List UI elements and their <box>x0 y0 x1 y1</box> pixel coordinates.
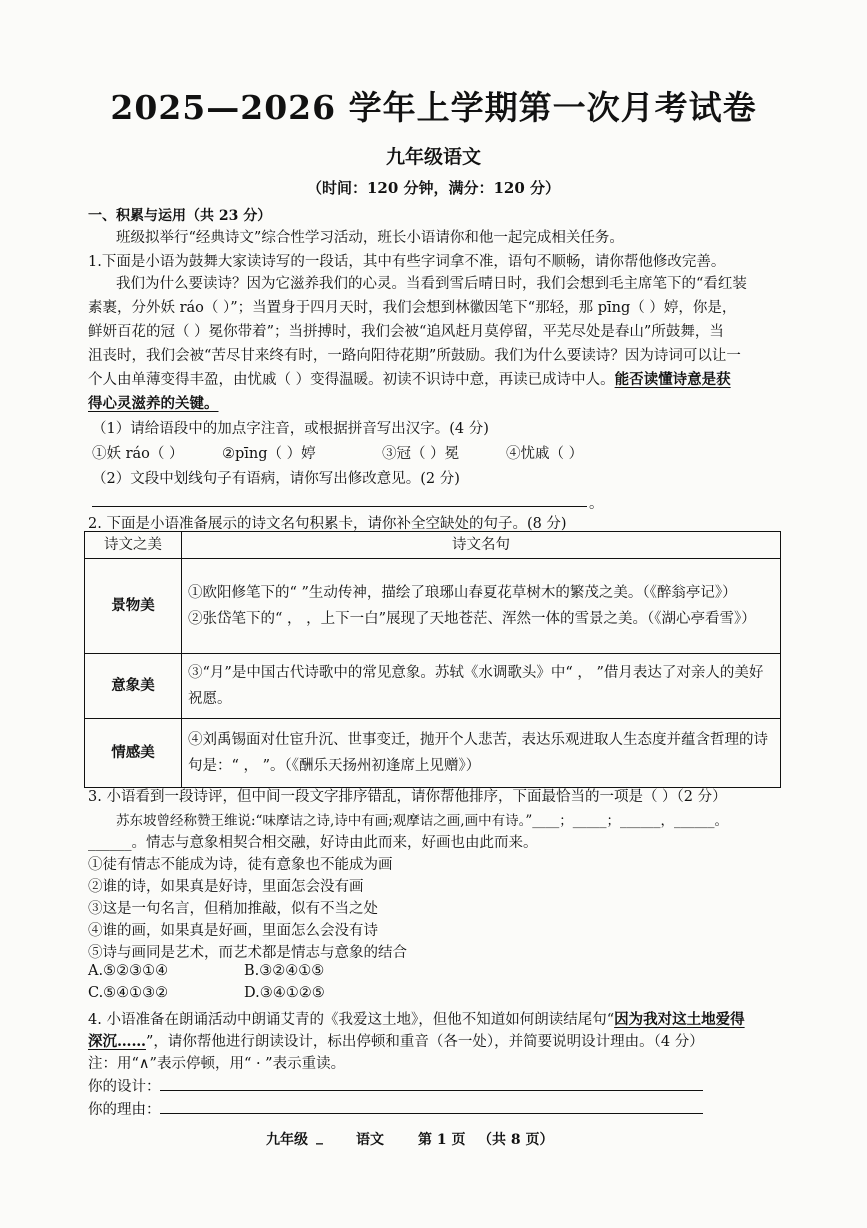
q3-option: ①徒有情志不能成为诗，徒有意象也不能成为画 <box>88 857 393 873</box>
q4-prompt: 4. 小语准备在朗诵活动中朗诵艾青的《我爱这土地》，但他不知道如何朗读结尾句“因为我对这土地爱得 <box>88 1011 745 1028</box>
q3-option: ④谁的画，如果真是好画，里面怎么会没有诗 <box>88 923 378 939</box>
q1-sub1-item: ①妖 ráo（ ） <box>92 446 184 462</box>
reason-label: 你的理由： <box>88 1102 161 1118</box>
q1-sub2: （2）文段中划线句子有语病，请你写出修改意见。(2 分) <box>92 471 460 487</box>
col-header: 诗文之美 <box>85 532 182 559</box>
underlined-sentence: 因为我对这土地爱得 <box>614 1011 745 1028</box>
reason-answer-line[interactable] <box>160 1113 703 1114</box>
footer-subject: 语文 <box>356 1132 384 1148</box>
q3-choice-d[interactable]: D.③④①②⑤ <box>244 985 325 1001</box>
time-info: （时间：120 分钟，满分：120 分） <box>306 179 561 197</box>
q1-sub1-item: ④忧戚（ ） <box>506 446 584 462</box>
footer-total: （共 8 页） <box>478 1132 554 1148</box>
q1-para-line: 沮丧时，我们会被“苦尽甘来终有时，一路向阳待花期”所鼓励。我们为什么要读诗？因为诗词可以让一 <box>88 348 741 364</box>
q1-sub1: （1）请给语段中的加点字注音，或根据拼音写出汉字。(4 分) <box>92 421 489 437</box>
design-label: 你的设计： <box>88 1079 161 1095</box>
poem-fill-item[interactable]: ①欧阳修笔下的“ ”生动传神，描绘了琅琊山春夏花草树木的繁茂之美。（《醉翁亭记》） <box>188 585 737 601</box>
q1-sub1-item: ③冠（ ）冕 <box>382 446 460 462</box>
q3-choice-a[interactable]: A.⑤②③①④ <box>88 963 169 979</box>
q4-note: 注：用“∧”表示停顿，用“ · ”表示重读。 <box>88 1056 346 1072</box>
q3-prompt: 3. 小语看到一段诗评，但中间一段文字排序错乱，请你帮他排序，下面最恰当的一项是（ ）（2 分） <box>88 789 727 805</box>
col-header: 诗文名句 <box>182 532 781 559</box>
q3-option: ②谁的诗，如果真是好诗，里面怎会没有画 <box>88 879 364 895</box>
underlined-sentence: 能否读懂诗意是获 <box>614 371 731 388</box>
q3-choice-b[interactable]: B.③②④①⑤ <box>244 963 325 979</box>
section-intro: 班级拟举行“经典诗文”综合性学习活动，班长小语请你和他一起完成相关任务。 <box>116 230 624 246</box>
q1-para-line: 我们为什么要读诗？因为它滋养我们的心灵。当看到雪后晴日时，我们会想到毛主席笔下的“看红装 <box>116 276 747 292</box>
q3-quote: 苏东坡曾经称赞王维说:“味摩诘之诗,诗中有画;观摩诘之画,画中有诗。”____；_____；______，______。 <box>116 813 728 829</box>
q1-prompt: 1.下面是小语为鼓舞大家读诗写的一段话，其中有些字词拿不准，语句不顺畅，请你帮他修改完善。 <box>88 254 726 270</box>
answer-line[interactable] <box>92 506 587 507</box>
footer-mark: _ <box>316 1129 323 1145</box>
footer-page: 第 1 页 <box>418 1132 466 1148</box>
q3-choice-c[interactable]: C.⑤④①③② <box>88 985 169 1001</box>
poem-fill-item[interactable]: ④刘禹锡面对仕宦升沉、世事变迁，抛开个人悲苦，表达乐观进取人生态度并蕴含哲理的诗句是：“ ， ”。（《酬乐天扬州初逢席上见赠》） <box>188 732 768 774</box>
exam-subtitle: 九年级语文 <box>385 146 481 168</box>
underlined-sentence: 得心灵滋养的关键。 <box>88 395 219 412</box>
row-label: 情感美 <box>85 719 182 788</box>
design-answer-line[interactable] <box>160 1090 703 1091</box>
row-label: 景物美 <box>85 559 182 654</box>
section-heading: 一、积累与运用（共 23 分） <box>88 208 272 224</box>
q3-option: ⑤诗与画同是艺术，而艺术都是情志与意象的结合 <box>88 945 407 961</box>
q4-prompt: 深沉……”，请你帮他进行朗读设计，标出停顿和重音（各一处），并简要说明设计理由。（4 分） <box>88 1033 704 1050</box>
q3-quote: ______。情志与意象相契合相交融，好诗由此而来，好画也由此而来。 <box>88 835 538 851</box>
q2-prompt: 2. 下面是小语准备展示的诗文名句积累卡，请你补全空缺处的句子。(8 分) <box>88 516 567 532</box>
underlined-sentence: 深沉…… <box>88 1033 146 1050</box>
q1-para-line: 鲜妍百花的冠（ ）冕你带着”；当拼搏时，我们会被“追风赶月莫停留，平芜尽处是春山”所鼓舞，当 <box>88 324 724 340</box>
poem-card-table <box>84 531 781 788</box>
q3-option: ③这是一句名言，但稍加推敲，似有不当之处 <box>88 901 378 917</box>
exam-title: 2025—2026 学年上学期第一次月考试卷 <box>110 88 757 127</box>
q1-para-line: 个人由单薄变得丰盈，由忧戚（ ）变得温暖。初读不识诗中意，再读已成诗中人。能否读懂诗意是获 <box>88 371 731 388</box>
poem-fill-item[interactable]: ②张岱笔下的“ ， ，上下一白”展现了天地苍茫、浑然一体的雪景之美。（《湖心亭看雪》） <box>188 611 756 627</box>
q1-sub1-item: ②pīng（ ）婷 <box>222 446 316 462</box>
row-label: 意象美 <box>85 654 182 719</box>
answer-period: 。 <box>589 496 604 512</box>
q1-para-line: 素裹，分外妖 ráo（ ）”；当置身于四月天时，我们会想到林徽因笔下“那轻，那 pīng（ ）婷，你是， <box>88 300 737 316</box>
poem-fill-item[interactable]: ③“月”是中国古代诗歌中的常见意象。苏轼《水调歌头》中“ ， ”借月表达了对亲人的美好祝愿。 <box>188 665 764 707</box>
footer-grade: 九年级 <box>266 1132 308 1148</box>
